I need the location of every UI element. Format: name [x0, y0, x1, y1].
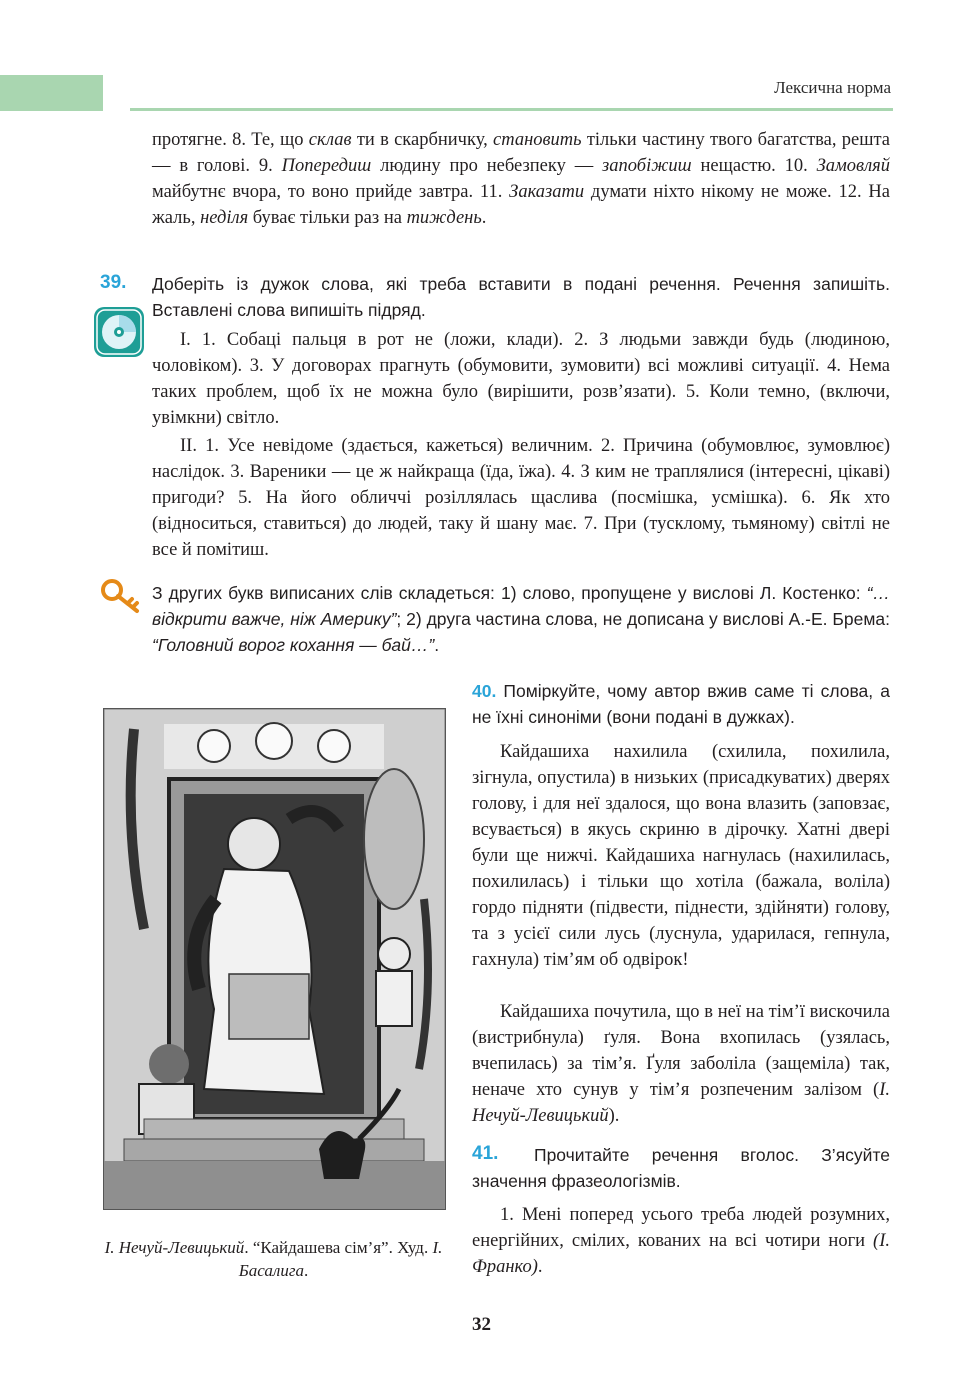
key-icon: [100, 578, 142, 614]
exercise-40-task: 40. Поміркуйте, чому автор вжив саме ті слова, а не їхні синоніми (вони подані в дужках).: [472, 681, 890, 727]
illustration: [103, 708, 446, 1210]
kaidashykha-engraving: [104, 709, 445, 1209]
top-paragraph: протягне. 8. Те, що склав ти в скарбничку, становить тільки частину твого багатства, решта — в голові. 9. Попередиш людину про небезпеку — запобіжиш нещастю. 10. Замовляй майбутнє вчора, то воно прийде завтра. 11. Заказати думати ніхто нікому не може. 12. На жаль, неділя буває тільки раз на тиждень.: [152, 130, 891, 228]
exercise-41-text: 1. Мені поперед усього треба людей розумних, енергійних, смілих, кованих на всі чотири ноги (І. Франко).: [472, 1205, 890, 1277]
exercise-39-number: 39.: [100, 272, 127, 293]
cd-disc-icon: [93, 306, 145, 358]
illustration-caption: І. Нечуй-Левицький. “Кайдашева сім’я”. Худ. І. Басалига.: [104, 1238, 443, 1280]
exercise-41-number: 41.: [472, 1143, 499, 1164]
exercise-39-task: Доберіть із дужок слова, які треба вставити в подані речення. Речення запишіть. Вставлені слова випишіть підряд.: [152, 274, 890, 320]
exercise-40-number: 40.: [472, 681, 497, 701]
running-head: Лексична норма: [774, 78, 891, 97]
exercise-40-text-1: Кайдашиха нахилила (схилила, похилила, зігнула, опустила) в низьких (присадкуватих) дверях голову, і для неї здалося, що вона влазить (заповзає, всувається) в якусь скриню в дірочку. Хатні двері були ще нижчі. Кайдашиха нагнулась (нахилилась, похилилась) і тільки що хотіла (бажала, воліла) гордо підняти (підвести, піднести, здійняти) голову, та з усієї сили лусь (луснула, ударилася, гепнула, гахнула) тім’ям об одвірок!: [472, 742, 890, 970]
key-hint: З других букв виписаних слів складеться: 1) слово, пропущене у вислові Л. Костенко: “…відкрити важче, ніж Америку”; 2) друга частина слова, не дописана у вислові А.-Е. Брема: “Головний ворог кохання — бай…”.: [152, 583, 890, 655]
page-number: 32: [472, 1314, 491, 1335]
header-rule: [130, 108, 893, 111]
exercise-40-text-2: Кайдашиха почутила, що в неї на тім’ї вискочила (вистрибнула) ґуля. Вона вхопилась (узялась, вчепилась) за тім’я. Ґуля заболіла (защеміла) так, неначе хто сунув у тім’я розпеченим залізом (І. Нечуй-Левицький).: [472, 1002, 890, 1126]
exercise-39-part-2: ІІ. 1. Усе невідоме (здається, кажеться) величним. 2. Причина (обумовлює, зумовлює) наслідок. 3. Вареники — це ж найкраща (їда, їжа). 4. З ким не траплялися (інтересні, цікаві) пригоди? 5. На його обличчі розіллялась щаслива (посмішка, усмішка). 6. Як хто (відноситься, ставиться) до людей, таку й шану має. 7. При (тусклому, тьмяному) світлі не все й помітиш.: [152, 436, 890, 560]
exercise-41-task: Прочитайте речення вголос. З’ясуйте значення фразеологізмів.: [472, 1145, 890, 1191]
exercise-39-part-1: І. 1. Собаці пальця в рот не (ложи, клади). 2. З людьми завжди будь (людиною, чоловіком). 3. У договорах прагнуть (обумовити, зумовити) всі можливі ситуації. 4. Нема таких проблем, щоб їх не можна було (вирішити, розв’язати). 5. Коли темно, (включи, увімкни) світло.: [152, 330, 890, 428]
section-color-tab: [0, 75, 103, 111]
